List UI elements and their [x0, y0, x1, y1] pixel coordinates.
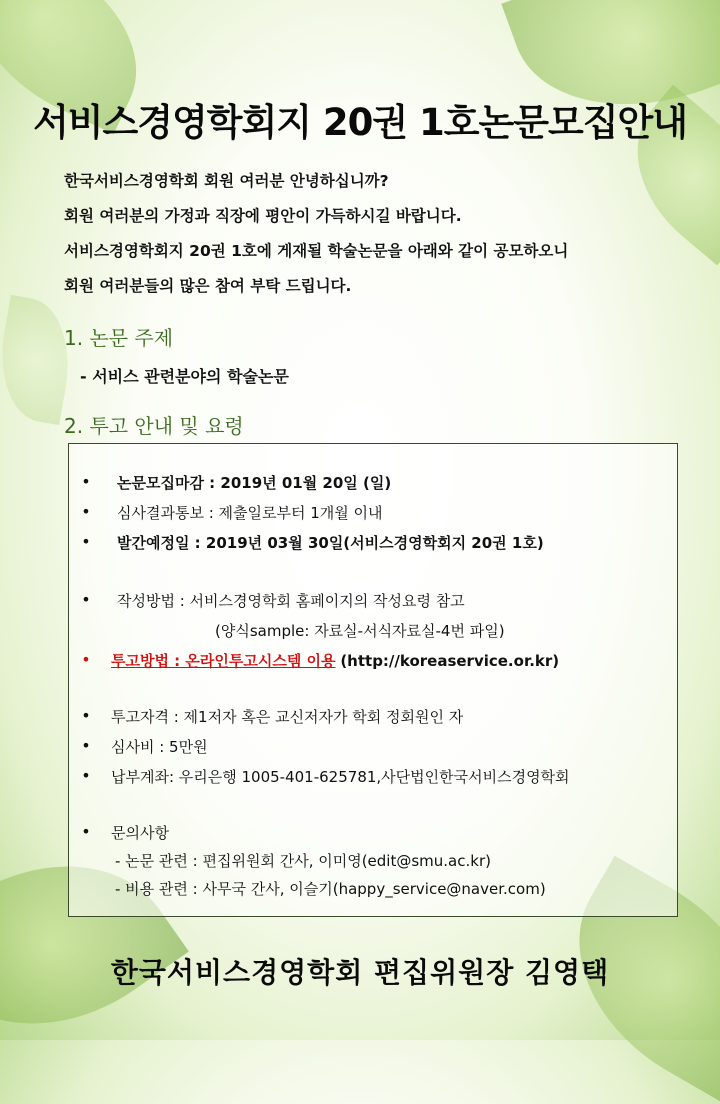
bullet-icon: •	[81, 706, 91, 725]
review-fee-text: 심사비 : 5만원	[111, 738, 208, 756]
intro-line: 서비스경영학회지 20권 1호에 게재될 학술논문을 아래와 같이 공모하오니	[64, 242, 569, 260]
topic-item: - 서비스 관련분야의 학술논문	[80, 367, 289, 386]
intro-line: 회원 여러분들의 많은 참여 부탁 드립니다.	[64, 277, 352, 295]
submission-info-box	[68, 443, 678, 917]
section-heading-topic: 1. 논문 주제	[64, 326, 174, 350]
background-leaf	[0, 295, 80, 425]
footer-signature: 한국서비스경영학회 편집위원장 김영택	[110, 956, 610, 989]
intro-paragraph	[64, 164, 684, 304]
intro-line: 한국서비스경영학회 회원 여러분 안녕하십니까?	[64, 172, 389, 190]
submit-method-line	[111, 650, 559, 671]
writing-sample-text: (양식sample: 자료실-서식자료실-4번 파일)	[215, 622, 505, 640]
bullet-icon: •	[81, 650, 91, 669]
eligibility-text: 투고자격 : 제1저자 혹은 교신저자가 학회 정회원인 자	[111, 708, 464, 726]
submit-method-link[interactable]: 투고방법 : 온라인투고시스템 이용	[111, 652, 336, 670]
inquiry-text: 문의사항	[111, 824, 169, 842]
bullet-icon: •	[81, 766, 91, 785]
bullet-icon: •	[81, 736, 91, 755]
page-title: 서비스경영학회지 20권 1호논문모집안내	[33, 101, 687, 144]
bullet-icon: •	[81, 822, 91, 841]
inquiry-cost-text: - 비용 관련 : 사무국 간사, 이슬기(happy_service@naver.com)	[115, 880, 546, 898]
review-notice-text: 심사결과통보 : 제출일로부터 1개월 이내	[117, 504, 383, 522]
publish-date-text: 발간예정일 : 2019년 03월 30일(서비스경영학회지 20권 1호)	[117, 534, 544, 552]
bullet-icon: •	[81, 502, 91, 521]
intro-line: 회원 여러분의 가정과 직장에 평안이 가득하시길 바랍니다.	[64, 207, 462, 225]
writing-method-text: 작성방법 : 서비스경영학회 홈페이지의 작성요령 참고	[117, 592, 465, 610]
submit-url-text[interactable]: (http://koreaservice.or.kr)	[340, 652, 560, 670]
payment-account-text: 납부계좌: 우리은행 1005-401-625781,사단법인한국서비스경영학회	[111, 768, 570, 786]
section-heading-submission: 2. 투고 안내 및 요령	[64, 414, 244, 438]
bullet-icon: •	[81, 472, 91, 491]
inquiry-paper-text: - 논문 관련 : 편집위원회 간사, 이미영(edit@smu.ac.kr)	[115, 852, 491, 870]
bullet-icon: •	[81, 532, 91, 551]
deadline-text: 논문모집마감 : 2019년 01월 20일 (일)	[117, 474, 392, 492]
bullet-icon: •	[81, 590, 91, 609]
